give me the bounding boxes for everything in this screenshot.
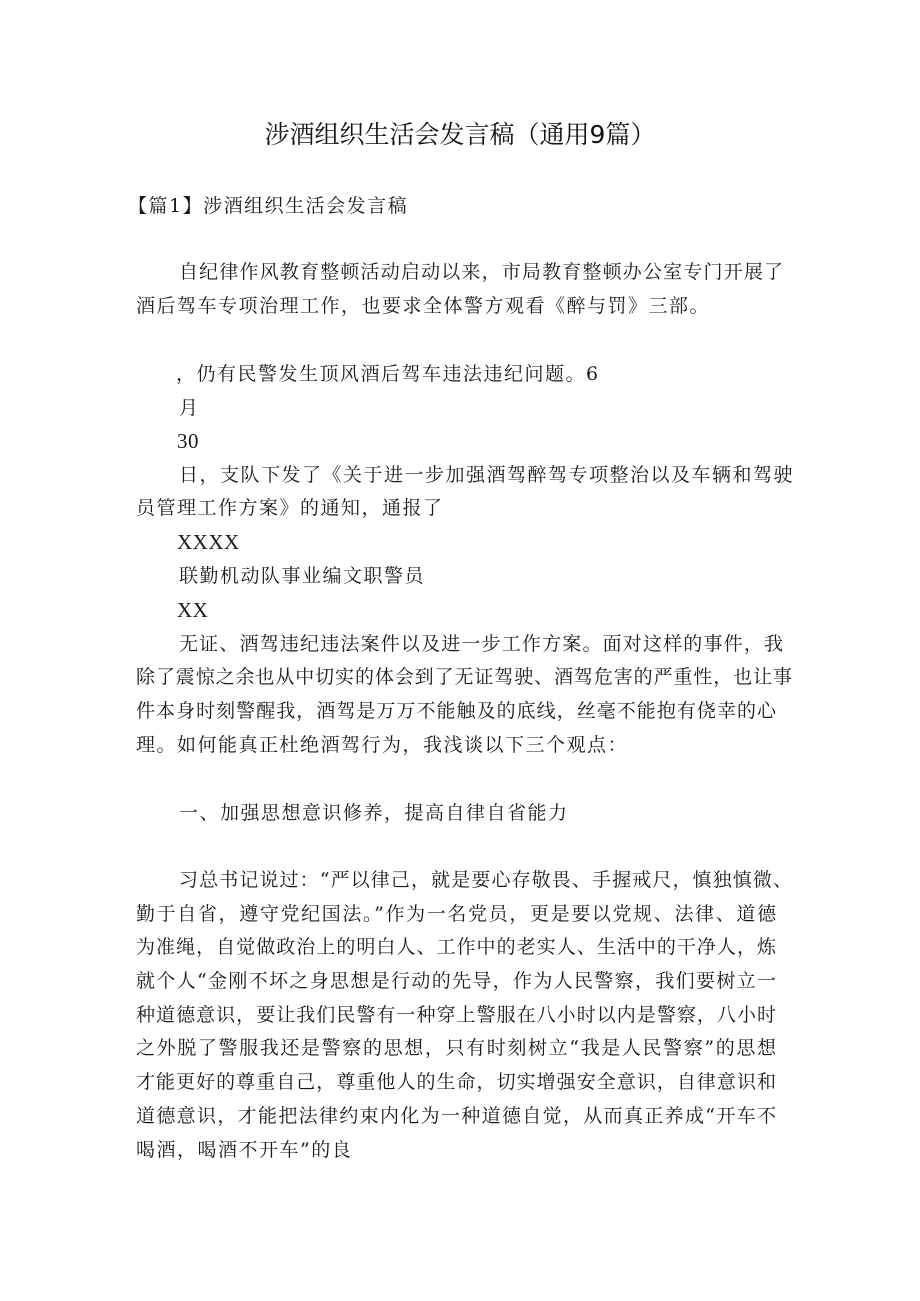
paragraph-line: 件本身时刻警醒我，酒驾是万万不能触及的底线，丝毫不能抱有侥幸的心 (136, 700, 776, 722)
paragraph-line: 道德意识，才能把法律约束内化为一种道德自觉，从而真正养成“开车不 (136, 1105, 776, 1127)
paragraph-line: 30 (177, 429, 199, 453)
paragraph-line: 日，支队下发了《关于进一步加强酒驾醉驾专项整治以及车辆和驾驶 (179, 464, 795, 486)
paragraph-line: 种道德意识，要让我们民警有一种穿上警服在八小时以内是警察，八小时 (136, 1004, 776, 1026)
paragraph-line: 酒后驾车专项治理工作，也要求全体警方观看《醉与罚》三部。 (136, 295, 711, 317)
paragraph-line: 才能更好的尊重自己，尊重他人的生命，切实增强安全意识，自律意识和 (136, 1071, 776, 1093)
paragraph-line: 理。如何能真正杜绝酒驾行为，我浅谈以下三个观点： (136, 734, 629, 756)
paragraph-line: 之外脱了警服我还是警察的思想，只有时刻树立“我是人民警察”的思想 (136, 1037, 776, 1059)
subheading: 一、加强思想意识修养，提高自律自省能力 (179, 802, 569, 824)
paragraph-line: 月 (179, 397, 200, 419)
paragraph-line: 无证、酒驾违纪违法案件以及进一步工作方案。面对这样的事件，我 (179, 633, 783, 655)
document-title: 涉酒组织生活会发言稿（通用9篇） (264, 120, 656, 149)
paragraph-line: ，仍有民警发生顶风酒后驾车违法违纪问题。6 (176, 363, 600, 385)
section-heading: 【篇1】涉酒组织生活会发言稿 (128, 195, 409, 217)
paragraph-line: 喝酒，喝酒不开车”的良 (136, 1139, 353, 1161)
paragraph-line: XXXX (177, 530, 240, 554)
paragraph-line: 自纪律作风教育整顿活动启动以来，市局教育整顿办公室专门开展了 (179, 261, 783, 283)
paragraph-line: 除了震惊之余也从中切实的体会到了无证驾驶、酒驾危害的严重性，也让事 (136, 666, 792, 688)
paragraph-line: 就个人“金刚不坏之身思想是行动的先导，作为人民警察，我们要树立一 (136, 970, 776, 992)
paragraph-line: 员管理工作方案》的通知，通报了 (136, 497, 444, 519)
paragraph-line: XX (177, 598, 209, 622)
paragraph-line: 勤于自省，遵守党纪国法。”作为一名党员，更是要以党规、法律、道德 (136, 903, 776, 925)
paragraph-line: 为准绳，自觉做政治上的明白人、工作中的老实人、生活中的干净人，炼 (136, 936, 776, 958)
paragraph-line: 联勤机动队事业编文职警员 (179, 565, 426, 587)
paragraph-line: 习总书记说过：“严以律己，就是要心存敬畏、手握戒尺，慎独慎微、 (179, 869, 792, 891)
